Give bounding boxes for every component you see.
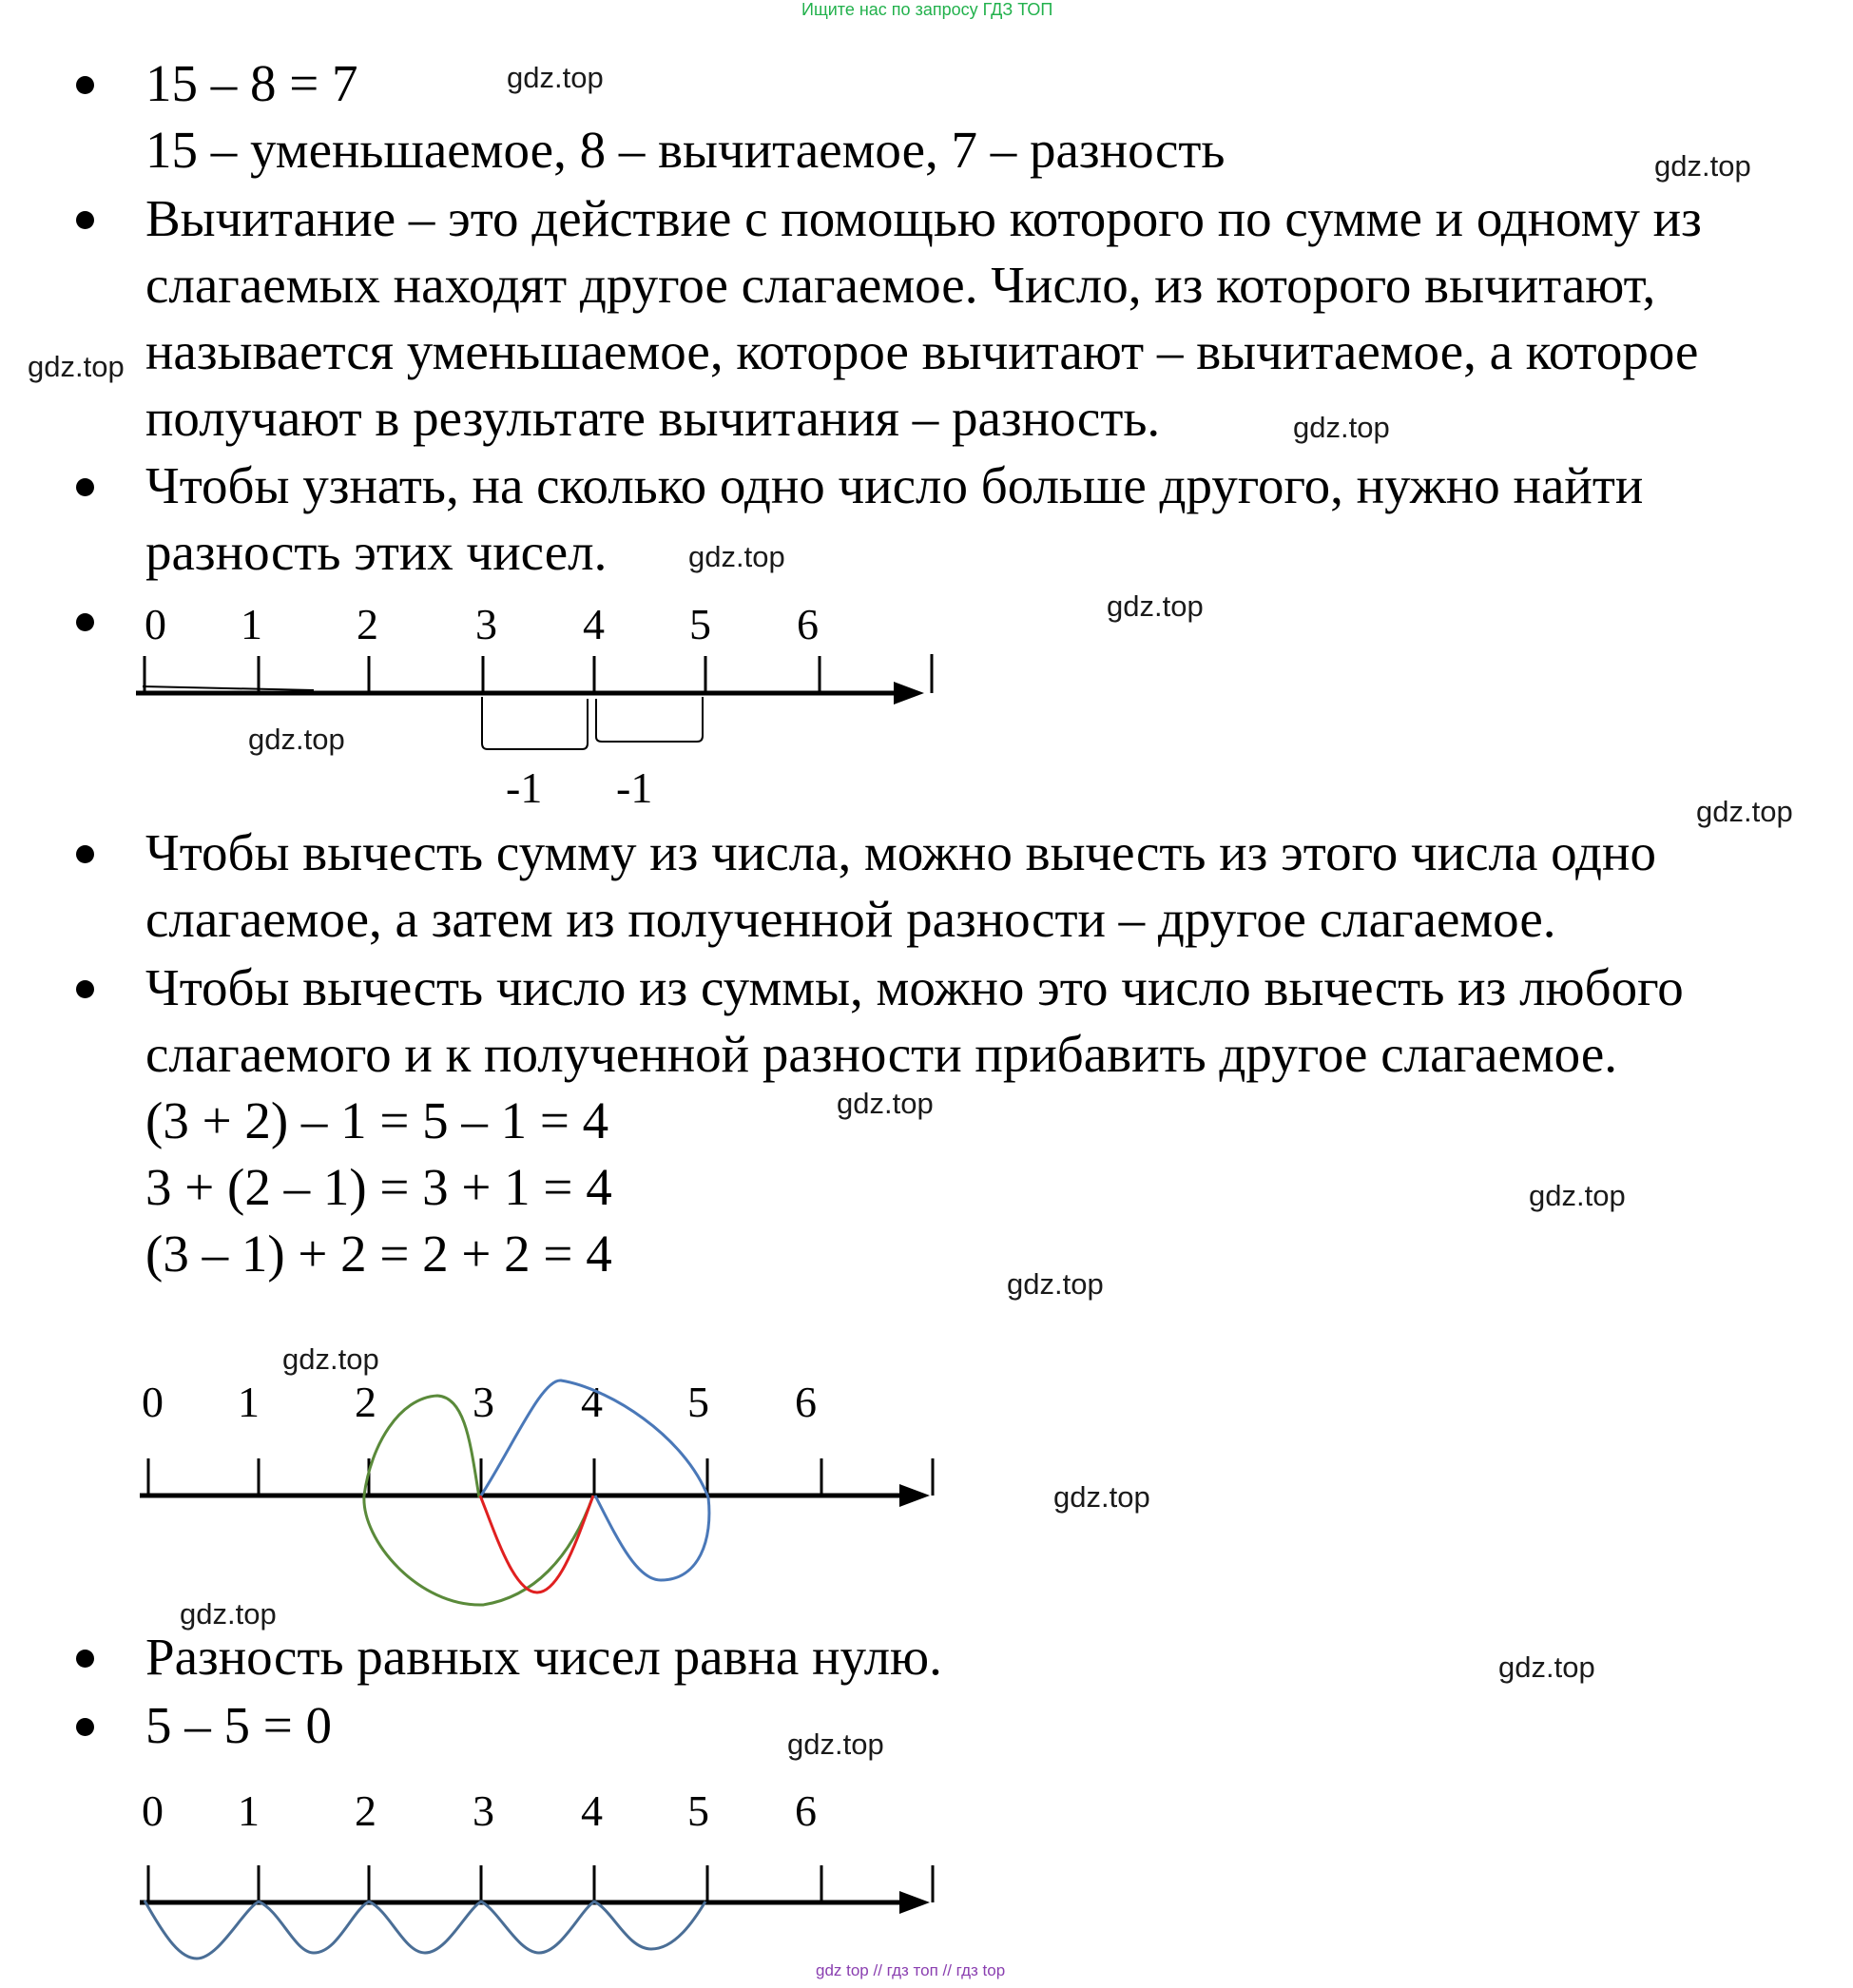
watermark: gdz.top bbox=[1498, 1650, 1595, 1684]
tick-label: 5 bbox=[689, 600, 711, 648]
watermark: gdz.top bbox=[688, 540, 785, 573]
tick-label: 0 bbox=[142, 1786, 164, 1835]
rule-line: Чтобы вычесть число из суммы, можно это число вычесть из любого bbox=[145, 958, 1684, 1016]
definition-line: слагаемых находят другое слагаемое. Число, из которого вычитают, bbox=[145, 256, 1656, 314]
tick-label: 3 bbox=[475, 600, 497, 648]
rule-line: Разность равных чисел равна нулю. bbox=[145, 1628, 942, 1686]
tick-label: 6 bbox=[795, 1786, 817, 1835]
watermark: gdz.top bbox=[180, 1597, 277, 1631]
step-label: -1 bbox=[506, 763, 543, 812]
watermark: gdz.top bbox=[1053, 1480, 1150, 1514]
definition-line: называется уменьшаемое, которое вычитают – вычитаемое, а которое bbox=[145, 322, 1699, 380]
definition-line: Вычитание – это действие с помощью которого по сумме и одному из bbox=[145, 189, 1702, 247]
rule-line: Чтобы узнать, на сколько одно число больше другого, нужно найти bbox=[145, 456, 1644, 514]
watermark: gdz.top bbox=[248, 723, 345, 756]
tick-label: 4 bbox=[581, 1378, 603, 1426]
example-equation: (3 + 2) – 1 = 5 – 1 = 4 bbox=[145, 1091, 609, 1149]
watermark: gdz.top bbox=[282, 1342, 379, 1376]
watermark: gdz.top bbox=[1529, 1179, 1626, 1212]
equation-5-5: 5 – 5 = 0 bbox=[145, 1696, 333, 1754]
tick-label: 1 bbox=[238, 1786, 260, 1835]
tick-label: 2 bbox=[355, 1786, 376, 1835]
tick-label: 3 bbox=[473, 1786, 494, 1835]
definition-line: получают в результате вычитания – разность. bbox=[145, 389, 1161, 447]
footer-links: gdz top // гдз топ // гдз top bbox=[816, 1961, 1006, 1979]
tick-label: 5 bbox=[687, 1786, 709, 1835]
ticks bbox=[148, 1865, 821, 1903]
tick-label: 6 bbox=[797, 600, 819, 648]
tick-label: 5 bbox=[687, 1378, 709, 1426]
tick-label: 3 bbox=[473, 1378, 494, 1426]
watermark: gdz.top bbox=[1654, 149, 1751, 183]
watermark: gdz.top bbox=[837, 1087, 934, 1120]
tick-label: 4 bbox=[583, 600, 605, 648]
rule-line: слагаемого и к полученной разности прибавить другое слагаемое. bbox=[145, 1025, 1618, 1083]
tick-label: 1 bbox=[238, 1378, 260, 1426]
tick-label: 0 bbox=[142, 1378, 164, 1426]
watermark: gdz.top bbox=[1293, 411, 1390, 444]
tick-label: 1 bbox=[241, 600, 262, 648]
tick-label: 4 bbox=[581, 1786, 603, 1835]
watermark: gdz.top bbox=[507, 61, 604, 94]
tick-label: 6 bbox=[795, 1378, 817, 1426]
watermark: gdz.top bbox=[1696, 795, 1793, 828]
wave-arcs bbox=[145, 1901, 705, 1959]
terms-definition: 15 – уменьшаемое, 8 – вычитаемое, 7 – разность bbox=[145, 121, 1226, 179]
watermark: gdz.top bbox=[1007, 1267, 1104, 1301]
example-equation: 3 + (2 – 1) = 3 + 1 = 4 bbox=[145, 1158, 612, 1216]
step-label: -1 bbox=[616, 763, 653, 812]
tick-label: 0 bbox=[145, 600, 166, 648]
rule-line: Чтобы вычесть сумму из числа, можно вычесть из этого числа одно bbox=[145, 823, 1656, 881]
rule-line: разность этих чисел. bbox=[145, 523, 608, 581]
watermark: gdz.top bbox=[1107, 589, 1204, 623]
watermark: gdz.top bbox=[28, 350, 125, 383]
tick-label: 2 bbox=[355, 1378, 376, 1426]
tick-label: 2 bbox=[357, 600, 378, 648]
equation-15-8: 15 – 8 = 7 bbox=[145, 54, 358, 112]
rule-line: слагаемое, а затем из полученной разности – другое слагаемое. bbox=[145, 890, 1556, 948]
search-banner: Ищите нас по запросу ГДЗ ТОП bbox=[801, 0, 1053, 19]
watermark: gdz.top bbox=[787, 1727, 884, 1761]
example-equation: (3 – 1) + 2 = 2 + 2 = 4 bbox=[145, 1225, 612, 1283]
